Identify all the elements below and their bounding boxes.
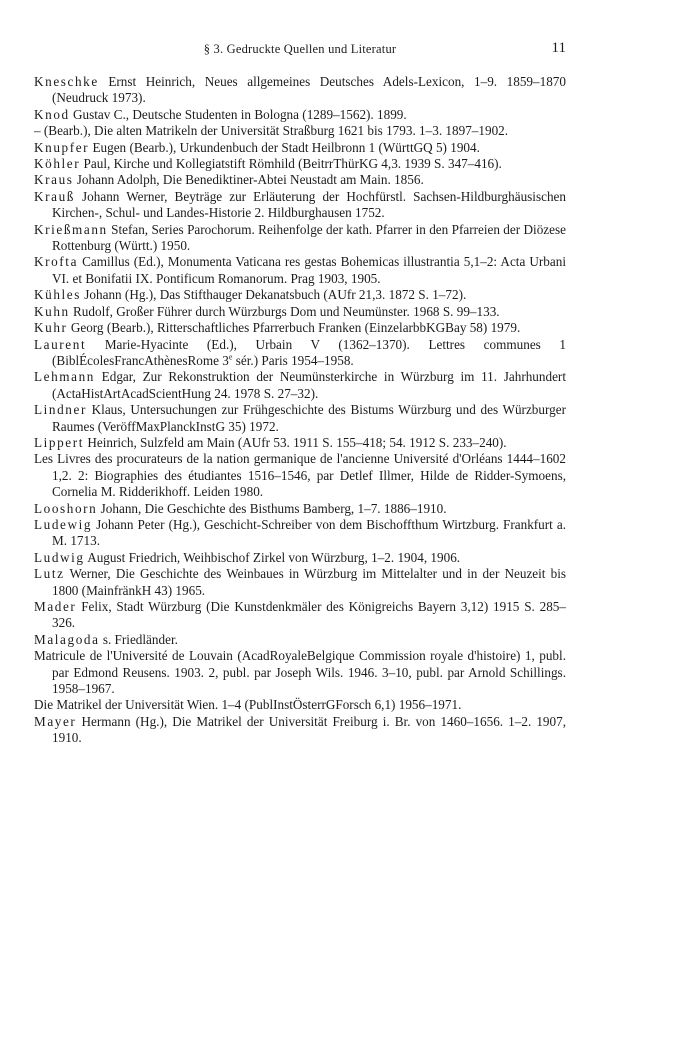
entry-text: August Friedrich, Weihbischof Zirkel von Würzburg, 1–2. 1904, 1906. (84, 549, 461, 565)
entry-text: Ernst Heinrich, Neues allgemeines Deutsches Adels-Lexicon, 1–9. 1859–1870 (Neudruck 1973). (52, 74, 566, 106)
bibliography-entry (34, 550, 566, 566)
entry-text: Rudolf, Großer Führer durch Würzburgs Dom und Neumünster. 1968 S. 99–133. (69, 303, 500, 319)
entry-author: Lehmann (34, 369, 96, 385)
entry-author: Krofta (34, 254, 79, 270)
entry-author: Krauß (34, 188, 75, 204)
bibliography-entry (34, 402, 566, 435)
entry-author: Kraus (34, 172, 74, 188)
entry-author: Kneschke (34, 74, 99, 89)
page-header (34, 40, 566, 62)
bibliography-entry (34, 222, 566, 255)
entry-author: Kuhr (34, 320, 68, 336)
entry-text: Matricule de l'Université de Louvain (AcadRoyaleBelgique Commission royale d'histoire) 1, publ. par Edmond Reusens. 1903. 2, publ. par Joseph Wils. 1946. 3–10, publ. par Arnold Schillings. 1958–1967. (34, 648, 566, 697)
entry-author: Köhler (34, 156, 81, 172)
entry-text: Marie-Hyacinte (Ed.), Urbain V (1362–1370). Lettres communes 1 (BiblÉcolesFrancAthènesRome 3 (52, 336, 566, 368)
entry-author: Lutz (34, 566, 65, 582)
bibliography-list (34, 74, 566, 747)
page-number: 11 (551, 40, 566, 56)
entry-text: Werner, Die Geschichte des Weinbaues in Würzburg im Mittelalter und in der Neuzeit bis 1800 (MainfränkH 43) 1965. (52, 566, 566, 598)
entry-author: Looshorn (34, 500, 98, 516)
entry-text: Hermann (Hg.), Die Matrikel der Universität Freiburg i. Br. von 1460–1656. 1–2. 1907, 1910. (52, 713, 566, 746)
entry-text: Johann Werner, Beyträge zur Erläuterung der Hochfürstl. Sachsen-Hildburghäusischen Kirchen-, Schul- und Landes-Historie 2. Hildburghausen 1752. (52, 188, 566, 221)
entry-text: Gustav C., Deutsche Studenten in Bologna (1289–1562). 1899. (69, 106, 407, 122)
bibliography-entry (34, 632, 566, 648)
entry-text: Johann (Hg.), Das Stifthauger Dekanatsbuch (AUfr 21,3. 1872 S. 1–72). (80, 287, 467, 303)
bibliography-entry (34, 337, 566, 370)
bibliography-entry (34, 107, 566, 123)
entry-text: Camillus (Ed.), Monumenta Vaticana res gestas Bohemicas illustrantia 5,1–2: Acta Urbani VI. et Bonifatii IX. Pontificum Romanorum. Prag 1903, 1905. (52, 254, 566, 286)
bibliography-entry (34, 599, 566, 632)
entry-text: s. Friedländer. (99, 631, 178, 647)
bibliography-entry (34, 451, 566, 500)
entry-author: Knod (34, 106, 70, 122)
bibliography-entry (34, 320, 566, 336)
bibliography-entry (34, 435, 566, 451)
entry-text-after: sér.) Paris 1954–1958. (232, 352, 354, 368)
bibliography-entry (34, 189, 566, 222)
entry-text: Klaus, Untersuchungen zur Frühgeschichte des Bistums Würzburg und des Würzburger Raumes (VeröffMaxPlanckInstG 35) 1972. (52, 402, 566, 434)
bibliography-entry (34, 369, 566, 402)
entry-author: Mayer (34, 713, 77, 729)
entry-text: Eugen (Bearb.), Urkundenbuch der Stadt Heilbronn 1 (WürttGQ 5) 1904. (89, 139, 480, 155)
entry-superscript: e (228, 352, 233, 362)
entry-text: Johann Peter (Hg.), Geschicht-Schreiber von dem Bischoffthum Wirtzburg. Frankfurt a. M. 1713. (52, 516, 566, 549)
entry-author: Malagoda (34, 631, 100, 647)
entry-author: Ludwig (34, 549, 85, 565)
entry-text: Paul, Kirche und Kollegiatstift Römhild (BeitrrThürKG 4,3. 1939 S. 347–416). (80, 156, 502, 172)
entry-author: Lippert (34, 434, 85, 450)
bibliography-entry (34, 123, 566, 139)
entry-text: Heinrich, Sulzfeld am Main (AUfr 53. 1911 S. 155–418; 54. 1912 S. 233–240). (84, 434, 507, 450)
entry-text: Johann, Die Geschichte des Bisthums Bamberg, 1–7. 1886–1910. (97, 500, 447, 516)
entry-author: Ludewig (34, 516, 93, 532)
entry-text: Felix, Stadt Würzburg (Die Kunstdenkmäler des Königreichs Bayern 3,12) 1915 S. 285–326. (52, 599, 566, 631)
bibliography-entry (34, 517, 566, 550)
entry-author: Kuhn (34, 303, 70, 319)
entry-text: Georg (Bearb.), Ritterschaftliches Pfarrerbuch Franken (EinzelarbbKGBay 58) 1979. (67, 320, 521, 336)
bibliography-entry (34, 74, 566, 107)
bibliography-entry (34, 287, 566, 303)
entry-author: Knupfer (34, 139, 90, 155)
bibliography-entry (34, 172, 566, 188)
entry-text: – (Bearb.), Die alten Matrikeln der Universität Straßburg 1621 bis 1793. 1–3. 1897–1902. (34, 123, 509, 139)
bibliography-entry (34, 156, 566, 172)
entry-text: Edgar, Zur Rekonstruktion der Neumünsterkirche in Würzburg im 11. Jahrhundert (ActaHistArtAcadScientHung 24. 1978 S. 27–32). (52, 369, 566, 401)
entry-author: Mader (34, 599, 77, 614)
bibliography-entry (34, 648, 566, 697)
bibliography-entry (34, 697, 566, 713)
bibliography-entry (34, 254, 566, 287)
entry-author: Kühles (34, 287, 81, 303)
running-head: § 3. Gedruckte Quellen und Literatur (203, 42, 397, 56)
entry-text: Die Matrikel der Universität Wien. 1–4 (PublInstÖsterrGForsch 6,1) 1956–1971. (34, 697, 462, 713)
entry-author: Laurent (34, 336, 87, 352)
entry-text: Stefan, Series Parochorum. Reihenfolge der kath. Pfarrer in den Pfarreien der Diözese Rottenburg (Württ.) 1950. (52, 221, 566, 254)
bibliography-entry (34, 566, 566, 599)
entry-text: Les Livres des procurateurs de la nation germanique de l'ancienne Université d'Orléans 1444–1602 1,2. 2: Biographies des étudiantes 1516–1546, par Detlef Illmer, Hilde de Ridder-Symoens, Cornelia M. Ridderikhoff. Leiden 1980. (34, 451, 566, 500)
entry-author: Krießmann (34, 221, 108, 237)
bibliography-entry (34, 501, 566, 517)
entry-author: Lindner (34, 402, 87, 418)
entry-text: Johann Adolph, Die Benediktiner-Abtei Neustadt am Main. 1856. (73, 172, 424, 188)
bibliography-entry (34, 304, 566, 320)
bibliography-entry (34, 140, 566, 156)
bibliography-entry (34, 714, 566, 747)
